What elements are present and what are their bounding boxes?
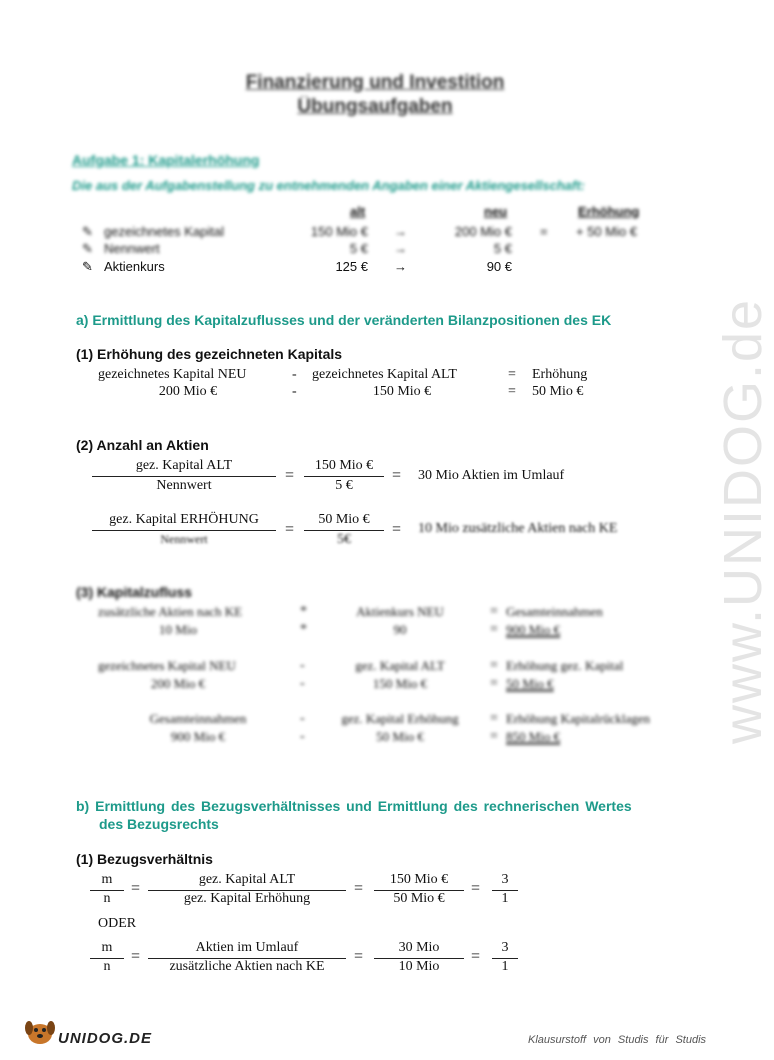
fraction-denominator: gez. Kapital Erhöhung: [183, 891, 311, 906]
operator: -: [300, 729, 305, 744]
section-b-heading-line1: b) Ermittlung des Bezugsverhältnisses und Ermittlung des rechnerischen Wertes: [76, 798, 632, 814]
equals: =: [354, 948, 364, 965]
fraction-numerator: 150 Mio €: [389, 872, 449, 887]
fraction-numerator: gez. Kapital ALT: [135, 458, 233, 473]
equals: =: [392, 521, 402, 538]
fraction-bar: [304, 530, 384, 531]
fraction-numerator: 3: [501, 872, 509, 887]
arrow-right-icon: →: [394, 259, 407, 274]
section-a3-heading: (3) Kapitalzufluss: [76, 584, 192, 600]
value-b: 50 Mio €: [376, 729, 424, 744]
value-b: 90: [393, 622, 407, 637]
bullet-icon: ✎: [82, 259, 93, 274]
bullet-icon: ✎: [82, 224, 93, 239]
fraction-numerator: m: [101, 940, 113, 955]
fraction-bar: [304, 476, 384, 477]
equals: =: [471, 948, 481, 965]
fraction-denominator: 50 Mio €: [393, 891, 445, 906]
value-result: 50 Mio €: [506, 676, 554, 691]
equals: =: [490, 622, 498, 637]
fraction-denominator: 5€: [337, 532, 351, 547]
row-label: Aktienkurs: [104, 259, 165, 274]
fraction-denominator: n: [103, 891, 111, 906]
oder-label: ODER: [98, 916, 137, 931]
equals: =: [490, 676, 498, 691]
fraction-numerator: Aktien im Umlauf: [195, 940, 299, 955]
value-result: 900 Mio €: [506, 622, 561, 637]
operator: -: [300, 711, 305, 726]
term-result: Gesamteinnahmen: [506, 604, 603, 619]
operator: -: [300, 676, 305, 691]
fraction-denominator: n: [103, 959, 111, 974]
term-a: gezeichnetes Kapital NEU: [98, 658, 236, 673]
fraction-denominator: Nennwert: [156, 478, 212, 493]
equals: =: [508, 367, 516, 382]
fraction-numerator: 30 Mio: [398, 940, 440, 955]
section-a1-heading: (1) Erhöhung des gezeichneten Kapitals: [76, 346, 343, 362]
task1-heading: Aufgabe 1: Kapitalerhöhung: [72, 152, 260, 168]
equals: =: [285, 467, 295, 484]
operator: *: [300, 604, 307, 619]
dog-logo-icon: [22, 1016, 58, 1046]
term-result: Erhöhung gez. Kapital: [506, 658, 624, 673]
arrow-right-icon: →: [394, 241, 407, 256]
fraction-bar: [92, 476, 276, 477]
equals: =: [508, 384, 516, 399]
row-neu: 5 €: [493, 241, 512, 256]
row-alt: 5 €: [349, 241, 368, 256]
operator: -: [300, 658, 305, 673]
operator: -: [292, 384, 297, 399]
value-a: 200 Mio €: [150, 676, 206, 691]
page-title-line1: Finanzierung und Investition: [245, 72, 505, 93]
row-eq: =: [540, 224, 548, 239]
fraction-denominator: Nennwert: [160, 532, 208, 546]
term-a: zusätzliche Aktien nach KE: [98, 604, 243, 619]
equals: =: [490, 711, 498, 726]
arrow-right-icon: →: [394, 224, 407, 239]
col-neu: neu: [484, 204, 508, 219]
equals: =: [354, 880, 364, 897]
footer-logo-text: UNIDOG.DE: [58, 1030, 153, 1047]
operator: *: [300, 622, 307, 637]
fraction-denominator: 1: [501, 891, 509, 906]
section-a-heading: a) Ermittlung des Kapitalzuflusses und der veränderten Bilanzpositionen des EK: [76, 312, 612, 328]
value-a: 900 Mio €: [170, 729, 226, 744]
term-b: gez. Kapital ALT: [355, 658, 445, 673]
row-label: Nennwert: [104, 241, 160, 256]
value-a: 10 Mio: [159, 622, 197, 637]
operator: -: [292, 367, 297, 382]
row-alt: 150 Mio €: [310, 224, 368, 239]
equals: =: [490, 604, 498, 619]
fraction-result: 10 Mio zusätzliche Aktien nach KE: [418, 521, 618, 536]
page-title-line2: Übungsaufgaben: [297, 96, 453, 117]
fraction-denominator: 1: [501, 959, 509, 974]
section-b1-heading: (1) Bezugsverhältnis: [76, 851, 213, 867]
footer-tagline: Klausurstoff von Studis für Studis: [528, 1034, 707, 1046]
term-result: Erhöhung: [532, 367, 588, 382]
fraction-denominator: zusätzliche Aktien nach KE: [169, 959, 325, 974]
equals: =: [131, 948, 141, 965]
fraction-numerator: gez. Kapital ERHÖHUNG: [109, 512, 259, 527]
section-b-heading-line2: des Bezugsrechts: [99, 816, 219, 832]
equals: =: [490, 658, 498, 673]
term-a: Gesamteinnahmen: [149, 711, 247, 726]
term-b: gez. Kapital Erhöhung: [341, 711, 459, 726]
row-erh: + 50 Mio €: [576, 224, 638, 239]
equals: =: [131, 880, 141, 897]
value-result: 50 Mio €: [532, 384, 584, 399]
section-a2-heading: (2) Anzahl an Aktien: [76, 437, 209, 453]
value-result: 850 Mio €: [506, 729, 561, 744]
equals: =: [471, 880, 481, 897]
equals: =: [490, 729, 498, 744]
bullet-icon: ✎: [82, 241, 93, 256]
fraction-numerator: m: [101, 872, 113, 887]
fraction-numerator: gez. Kapital ALT: [198, 872, 296, 887]
fraction-numerator: 3: [501, 940, 509, 955]
fraction-numerator: 50 Mio €: [318, 512, 370, 527]
fraction-result: 30 Mio Aktien im Umlauf: [418, 468, 565, 483]
col-alt: alt: [350, 204, 366, 219]
value-a: 200 Mio €: [158, 384, 218, 399]
row-neu: 90 €: [486, 259, 512, 274]
equals: =: [392, 467, 402, 484]
fraction-numerator: 150 Mio €: [314, 458, 374, 473]
task1-intro: Die aus der Aufgabenstellung zu entnehmenden Angaben einer Aktiengesellschaft:: [72, 178, 585, 193]
term-b: Aktienkurs NEU: [356, 604, 444, 619]
fraction-bar: [92, 530, 276, 531]
row-alt: 125 €: [335, 259, 368, 274]
value-b: 150 Mio €: [372, 384, 432, 399]
row-label: gezeichnetes Kapital: [104, 224, 224, 239]
equals: =: [285, 521, 295, 538]
col-erhoehung: Erhöhung: [578, 204, 640, 219]
value-b: 150 Mio €: [372, 676, 428, 691]
term-a: gezeichnetes Kapital NEU: [98, 367, 247, 382]
fraction-denominator: 5 €: [335, 478, 353, 493]
term-result: Erhöhung Kapitalrücklagen: [506, 711, 651, 726]
row-neu: 200 Mio €: [454, 224, 512, 239]
fraction-denominator: 10 Mio: [398, 959, 440, 974]
term-b: gezeichnetes Kapital ALT: [312, 367, 457, 382]
watermark-text: www.UNIDOG.de: [713, 297, 774, 745]
